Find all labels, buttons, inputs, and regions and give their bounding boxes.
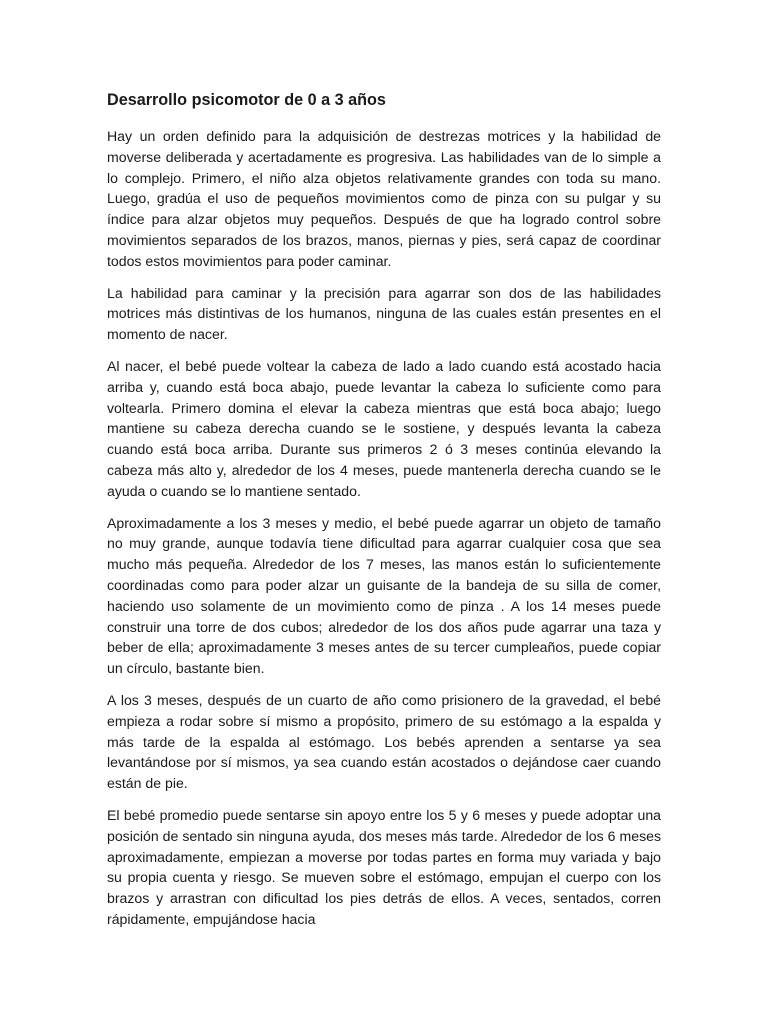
- paragraph-5: A los 3 meses, después de un cuarto de año como prisionero de la gravedad, el bebé empieza a rodar sobre sí mismo a propósito, primero de su estómago a la espalda y más tarde de la espalda al estómago. Los bebés aprenden a sentarse ya sea levantándose por sí mismos, ya sea cuando están acostados o dejándose caer cuando están de pie.: [107, 691, 661, 792]
- paragraph-3: Al nacer, el bebé puede voltear la cabeza de lado a lado cuando está acostado hacia arriba y, cuando está boca abajo, puede levantar la cabeza lo suficiente como para voltearla. Primero domina el elevar la cabeza mientras que está boca abajo; luego mantiene su cabeza derecha cuando se le sostiene, y después levanta la cabeza cuando está boca arriba. Durante sus primeros 2 ó 3 meses continúa elevando la cabeza más alto y, alrededor de los 4 meses, puede mantenerla derecha cuando se le ayuda o cuando se lo mantiene sentado.: [107, 357, 661, 499]
- document-title: Desarrollo psicomotor de 0 a 3 años: [107, 91, 386, 109]
- document-page: [107, 90, 661, 941]
- paragraph-6: El bebé promedio puede sentarse sin apoyo entre los 5 y 6 meses y puede adoptar una posición de sentado sin ninguna ayuda, dos meses más tarde. Alrededor de los 6 meses aproximadamente, empiezan a moverse por todas partes en forma muy variada y bajo su propia cuenta y riesgo. Se mueven sobre el estómago, empujan el cuerpo con los brazos y arrastran con dificultad los pies detrás de ellos. A veces, sentados, corren rápidamente, empujándose hacia: [107, 806, 661, 927]
- paragraph-4: Aproximadamente a los 3 meses y medio, el bebé puede agarrar un objeto de tamaño no muy grande, aunque todavía tiene dificultad para agarrar cualquier cosa que sea mucho más pequeña. Alrededor de los 7 meses, las manos están lo suficientemente coordinadas como para poder alzar un guisante de la bandeja de su silla de comer, haciendo uso solamente de un movimiento como de pinza . A los 14 meses puede construir una torre de dos cubos; alrededor de los dos años pude agarrar una taza y beber de ella; aproximadamente 3 meses antes de su tercer cumpleaños, puede copiar un círculo, bastante bien.: [107, 514, 661, 677]
- paragraph-2: La habilidad para caminar y la precisión para agarrar son dos de las habilidades motrices más distintivas de los humanos, ninguna de las cuales están presentes en el momento de nacer.: [107, 284, 661, 343]
- paragraph-1: Hay un orden definido para la adquisición de destrezas motrices y la habilidad de moverse deliberada y acertadamente es progresiva. Las habilidades van de lo simple a lo complejo. Primero, el niño alza objetos relativamente grandes con toda su mano. Luego, gradúa el uso de pequeños movimientos como de pinza con su pulgar y su índice para alzar objetos muy pequeños. Después de que ha logrado control sobre movimientos separados de los brazos, manos, piernas y pies, será capaz de coordinar todos estos movimientos para poder caminar.: [107, 128, 661, 269]
